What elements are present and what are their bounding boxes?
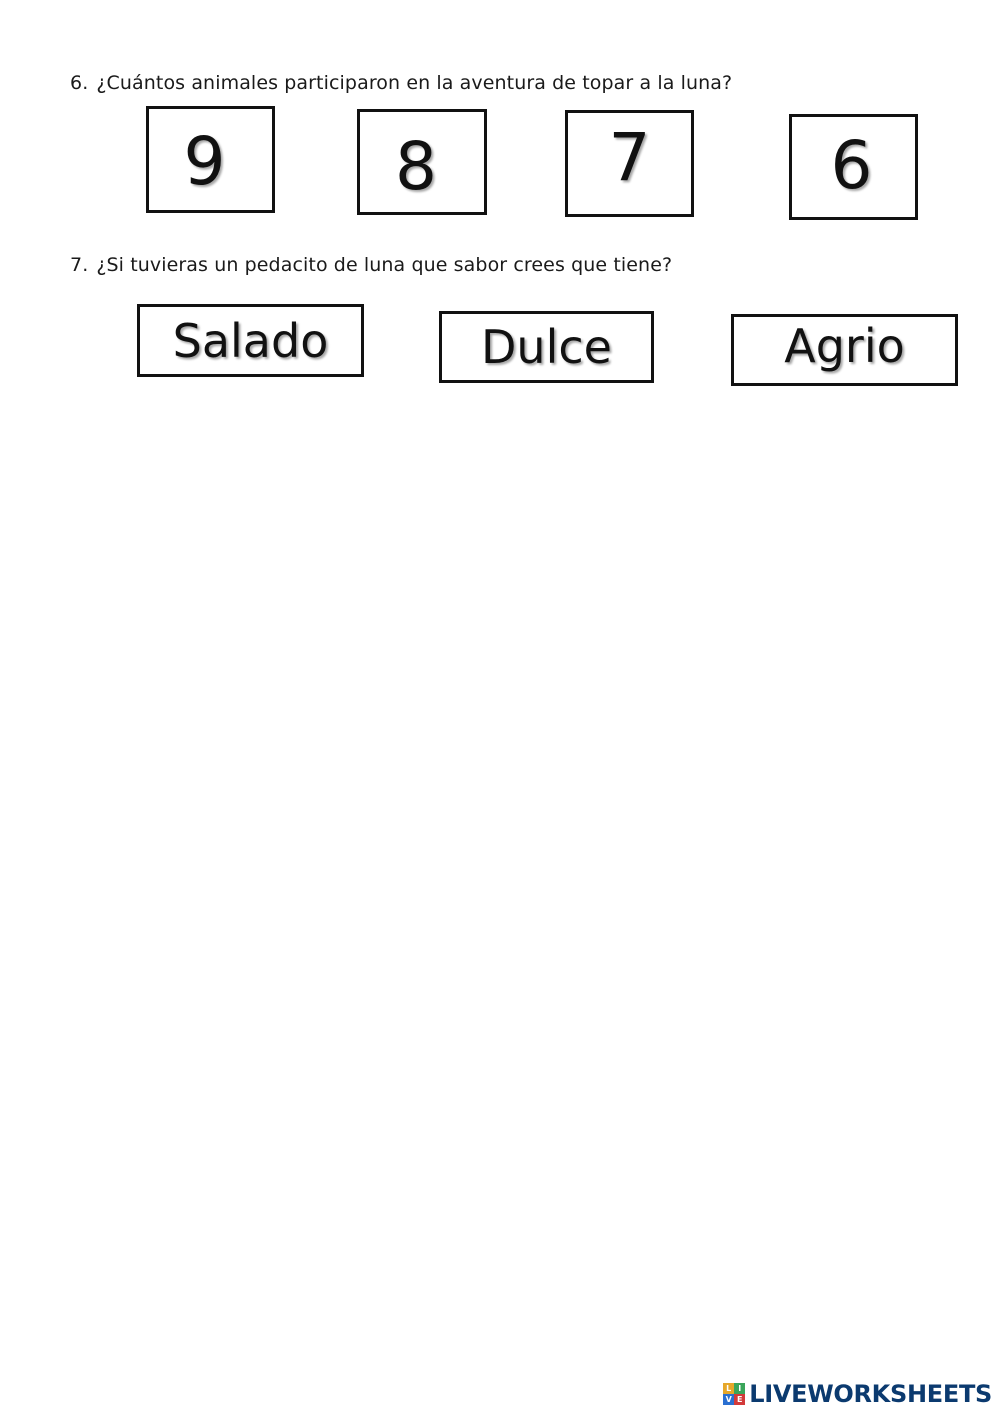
answer-option-8[interactable]	[357, 109, 487, 215]
answer-option-agrio[interactable]	[731, 314, 958, 386]
question-6	[70, 72, 732, 94]
liveworksheets-logo-icon	[723, 1383, 745, 1405]
logo-letter: E	[734, 1394, 745, 1405]
question-7	[70, 254, 672, 276]
answer-option-salado[interactable]	[137, 304, 364, 377]
logo-letter: V	[723, 1394, 734, 1405]
answer-option-label: Agrio	[784, 319, 905, 373]
answer-option-9[interactable]	[146, 106, 275, 213]
logo-letter: I	[734, 1383, 745, 1394]
question-number: 7.	[70, 254, 89, 276]
question-text: ¿Cuántos animales participaron en la aventura de topar a la luna?	[96, 72, 733, 94]
answer-option-label: Dulce	[481, 320, 612, 374]
answer-option-dulce[interactable]	[439, 311, 654, 383]
answer-option-label: 8	[395, 127, 437, 205]
question-number: 6.	[70, 72, 89, 94]
liveworksheets-brand	[723, 1380, 992, 1408]
answer-option-label: 7	[608, 119, 651, 196]
question-text: ¿Si tuvieras un pedacito de luna que sabor crees que tiene?	[96, 254, 673, 276]
answer-option-label: Salado	[172, 313, 329, 368]
brand-name: LIVEWORKSHEETS	[749, 1380, 992, 1408]
logo-letter: L	[723, 1383, 734, 1394]
answer-option-6[interactable]	[789, 114, 918, 220]
answer-option-label: 9	[183, 123, 226, 200]
answer-option-label: 6	[830, 126, 873, 204]
answer-option-7[interactable]	[565, 110, 694, 217]
